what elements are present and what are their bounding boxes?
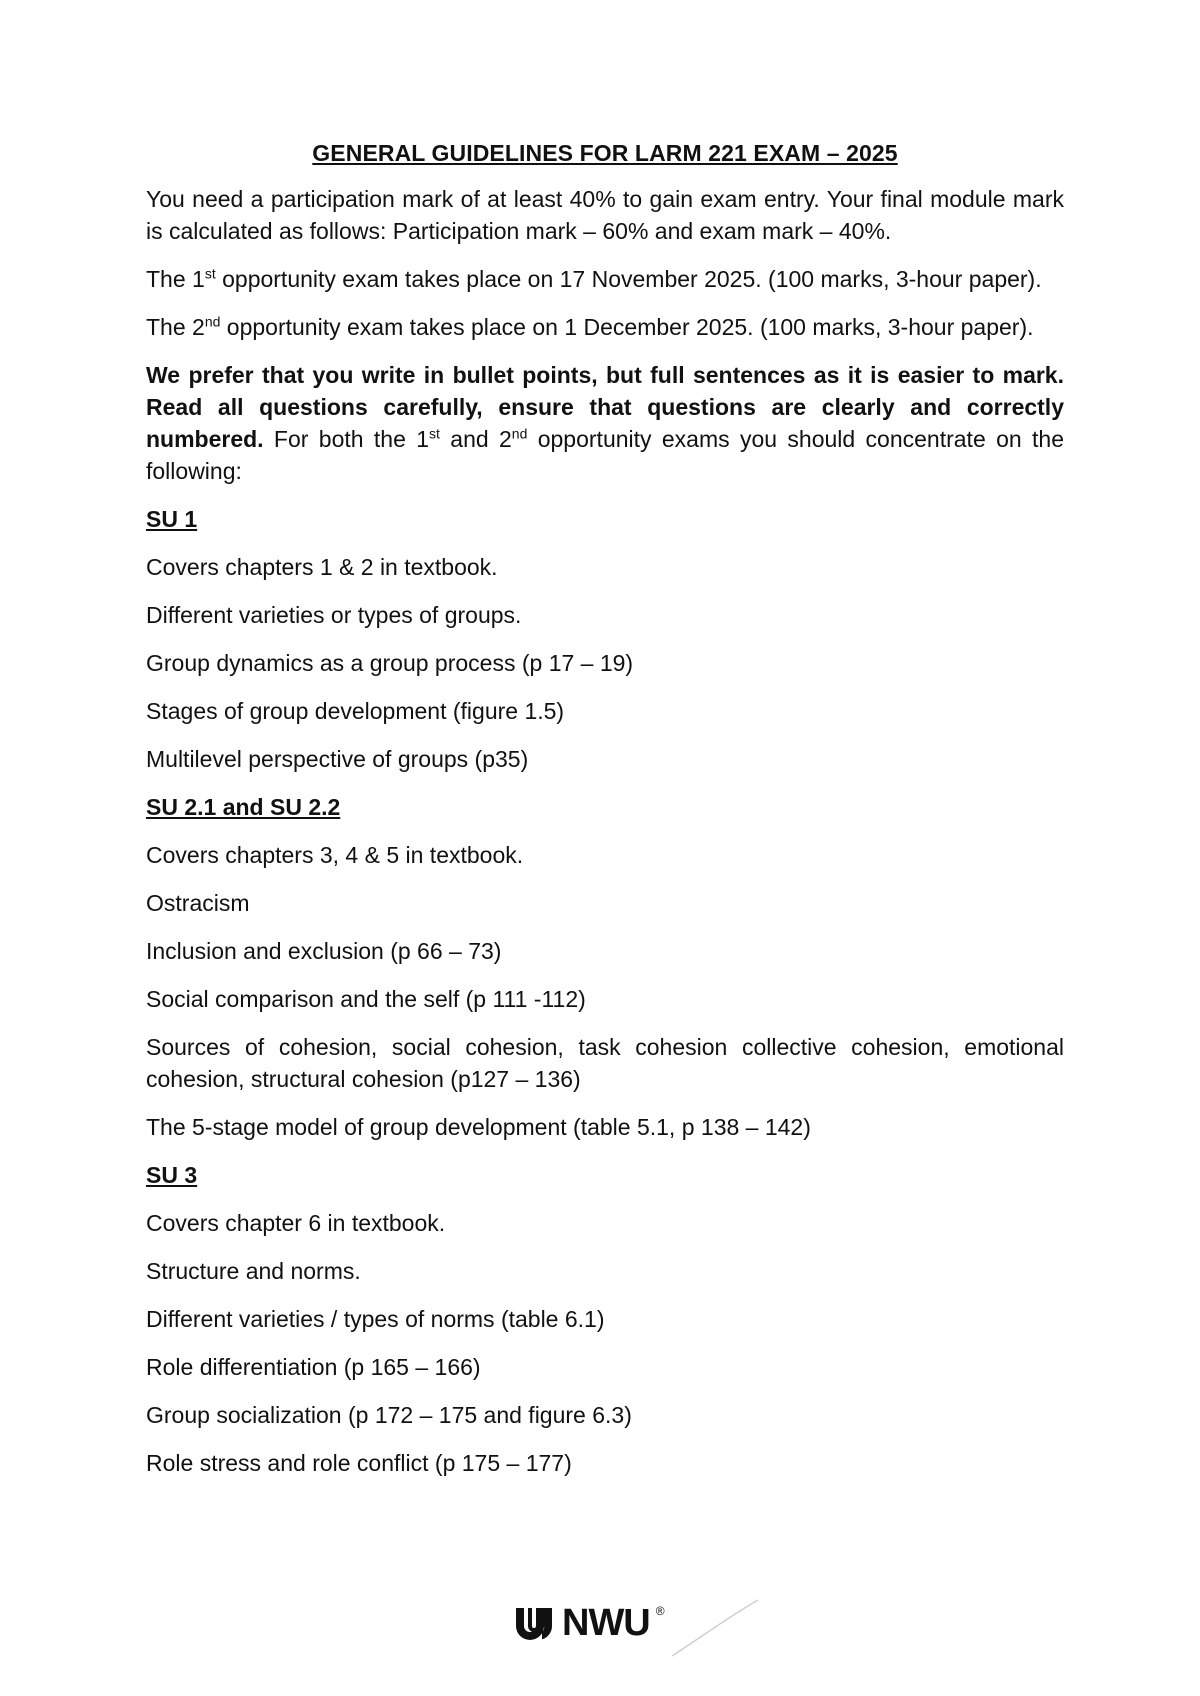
opp2-pre: The 2 [146,314,205,340]
opp1-post: opportunity exam takes place on 17 November 2025. (100 marks, 3-hour paper). [215,266,1042,292]
section-heading-su3: SU 3 [146,1162,198,1188]
list-item: Covers chapters 3, 4 & 5 in textbook. [146,842,524,868]
list-item: Ostracism [146,890,250,916]
section-heading-su1: SU 1 [146,506,198,532]
list-item: Structure and norms. [146,1258,361,1284]
list-item: Multilevel perspective of groups (p35) [146,746,529,772]
instructions-paragraph [146,359,1064,487]
list-item: Different varieties or types of groups. [146,602,522,628]
list-item: Role stress and role conflict (p 175 – 177) [146,1450,572,1476]
list-item: Sources of cohesion, social cohesion, task cohesion collective cohesion, emotional cohesion, structural cohesion (p127 – 136) [146,1034,1064,1092]
list-item: Group socialization (p 172 – 175 and figure 6.3) [146,1402,632,1428]
second-opportunity-paragraph [146,311,1064,343]
decorative-swoosh [670,1598,760,1658]
logo-text: NWU [562,1601,650,1644]
document-body [146,140,1064,1495]
registered-mark: ® [655,1604,665,1618]
opp2-post: opportunity exam takes place on 1 December 2025. (100 marks, 3-hour paper). [220,314,1034,340]
list-item: Covers chapters 1 & 2 in textbook. [146,554,498,580]
list-item: Stages of group development (figure 1.5) [146,698,565,724]
instructions-part3: opportunity exams you should concentrate on the following: [146,426,1064,484]
instructions-bold: We prefer that you write in bullet points, but full sentences as it is easier to mark. Read all questions carefully, ensure that questions are clearly and correctly numbered. [146,362,1064,452]
intro-paragraph: You need a participation mark of at least 40% to gain exam entry. Your final module mark is calculated as follows: Participation mark – 60% and exam mark – 40%. [146,186,1064,244]
instructions-sup2: nd [511,425,528,442]
nwu-logo-icon [512,1602,556,1644]
list-item: Inclusion and exclusion (p 66 – 73) [146,938,502,964]
instructions-sup1: st [429,425,440,442]
instructions-part2: and 2 [439,426,512,452]
list-item: Different varieties / types of norms (table 6.1) [146,1306,605,1332]
page-footer [0,1598,1200,1658]
list-item: Role differentiation (p 165 – 166) [146,1354,481,1380]
list-item: Group dynamics as a group process (p 17 – 19) [146,650,634,676]
opp2-sup: nd [204,313,221,330]
instructions-part1: For both the 1 [263,426,430,452]
opp1-pre: The 1 [146,266,205,292]
document-title: GENERAL GUIDELINES FOR LARM 221 EXAM – 2025 [312,140,898,166]
list-item: Covers chapter 6 in textbook. [146,1210,446,1236]
nwu-logo [512,1598,665,1648]
first-opportunity-paragraph [146,263,1064,295]
opp1-sup: st [204,265,216,282]
list-item: Social comparison and the self (p 111 -112) [146,986,586,1012]
list-item: The 5-stage model of group development (table 5.1, p 138 – 142) [146,1114,811,1140]
section-heading-su2: SU 2.1 and SU 2.2 [146,794,341,820]
